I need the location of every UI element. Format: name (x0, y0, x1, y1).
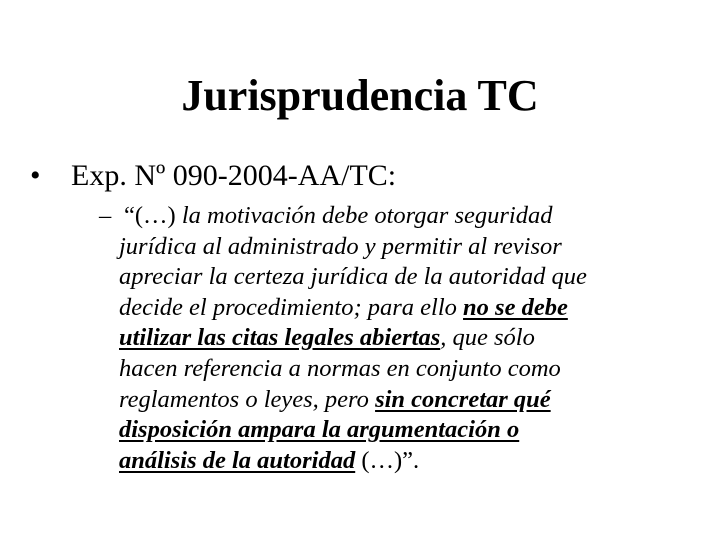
quote-line-2: jurídica al administrado y permitir al revisor (119, 232, 562, 260)
emphasis-analisis: análisis de la autoridad (119, 446, 356, 474)
emphasis-citas-legales: utilizar las citas legales abiertas (119, 324, 441, 352)
slide-title: Jurisprudencia TC (181, 71, 539, 120)
quote-line-3: apreciar la certeza jurídica de la autoridad que (119, 263, 587, 291)
bullet-marker: • (30, 159, 41, 192)
quote-text-7: reglamentos o leyes, pero (119, 385, 376, 413)
close-quote: (…)”. (355, 446, 420, 474)
quote-line-9 (99, 446, 659, 477)
quote-line-4 (99, 293, 659, 324)
emphasis-no-se-debe: no se debe (463, 293, 568, 321)
emphasis-sin-concretar: sin concretar qué (375, 385, 551, 413)
sub-bullet-item (99, 201, 659, 476)
quote-line-8 (99, 415, 659, 446)
quote-line-1 (99, 201, 659, 232)
sub-bullet-marker: – (99, 202, 112, 229)
quote-text-1: la motivación debe otorgar seguridad (175, 202, 553, 229)
quote-text-4: decide el procedimiento; para ello (119, 293, 464, 321)
emphasis-disposicion: disposición ampara la argumentación o (119, 416, 520, 444)
quote-line-7 (99, 385, 659, 416)
bullet-item (30, 157, 396, 195)
quote-line-5 (99, 323, 659, 354)
quote-text-5: , que sólo (440, 324, 535, 352)
open-quote: “(…) (124, 202, 176, 229)
quote-line-6: hacen referencia a normas en conjunto como (119, 354, 561, 382)
bullet-text: Exp. Nº 090-2004-AA/TC: (71, 159, 397, 192)
